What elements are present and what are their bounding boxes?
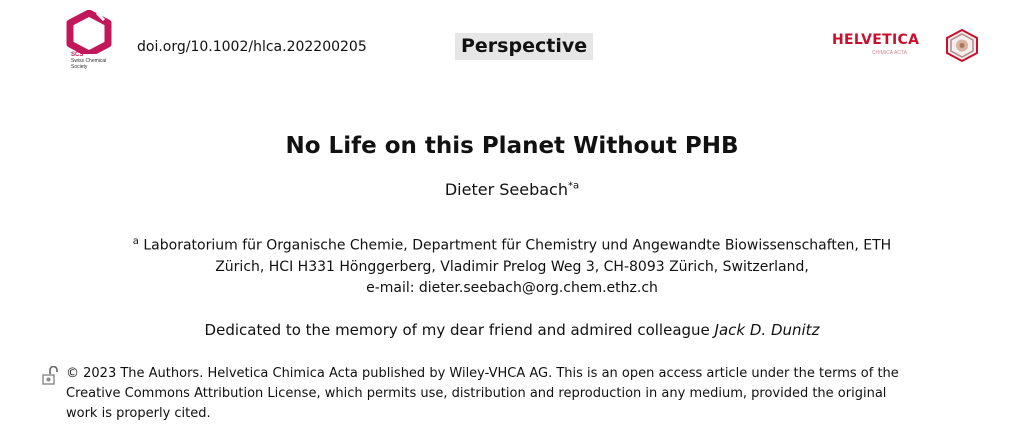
author-line [0, 180, 1024, 199]
article-title: No Life on this Planet Without PHB [285, 133, 739, 159]
affiliation-line [80, 231, 944, 257]
doi-link[interactable]: doi.org/10.1002/hlca.202200205 [137, 39, 367, 55]
journal-subtitle: CHIMICA ACTA [872, 50, 907, 56]
affiliation [80, 231, 944, 299]
journal-name: HELVETICA [832, 32, 920, 48]
license-statement [66, 364, 986, 424]
open-access-lock-icon [42, 366, 58, 386]
affiliation-email[interactable]: e-mail: dieter.seebach@org.chem.ethz.ch [366, 279, 658, 296]
society-text [71, 52, 117, 70]
society-name: Swiss Chemical Society [71, 58, 107, 70]
section-label: Perspective [455, 33, 593, 60]
author-marks: *a [568, 180, 580, 192]
affiliation-line: Zürich, HCI H331 Hönggerberg, Vladimir Prelog Weg 3, CH-8093 Zürich, Switzerland, [215, 258, 809, 275]
license-line: work is properly cited. [66, 406, 211, 421]
hexagon-logo-icon [64, 10, 114, 54]
journal-logo [832, 28, 982, 64]
dedication-name: Jack D. Dunitz [714, 321, 820, 339]
society-abbreviation: SCS [71, 52, 84, 58]
society-logo [64, 10, 124, 82]
affiliation-text: Laboratorium für Organische Chemie, Department für Chemistry und Angewandte Biowissenschaften, ETH [143, 237, 892, 254]
license-line: © 2023 The Authors. Helvetica Chimica Acta published by Wiley-VHCA AG. This is an open access article under the terms of the [66, 366, 899, 381]
dedication-text: Dedicated to the memory of my dear friend and admired colleague [204, 321, 715, 339]
author-name[interactable]: Dieter Seebach [444, 180, 568, 199]
license-line: Creative Commons Attribution License, which permits use, distribution and reproduction in any medium, provided the original [66, 386, 887, 401]
journal-hexagon-icon [944, 28, 980, 62]
dedication [0, 321, 1024, 339]
affiliation-mark: a [132, 236, 139, 247]
